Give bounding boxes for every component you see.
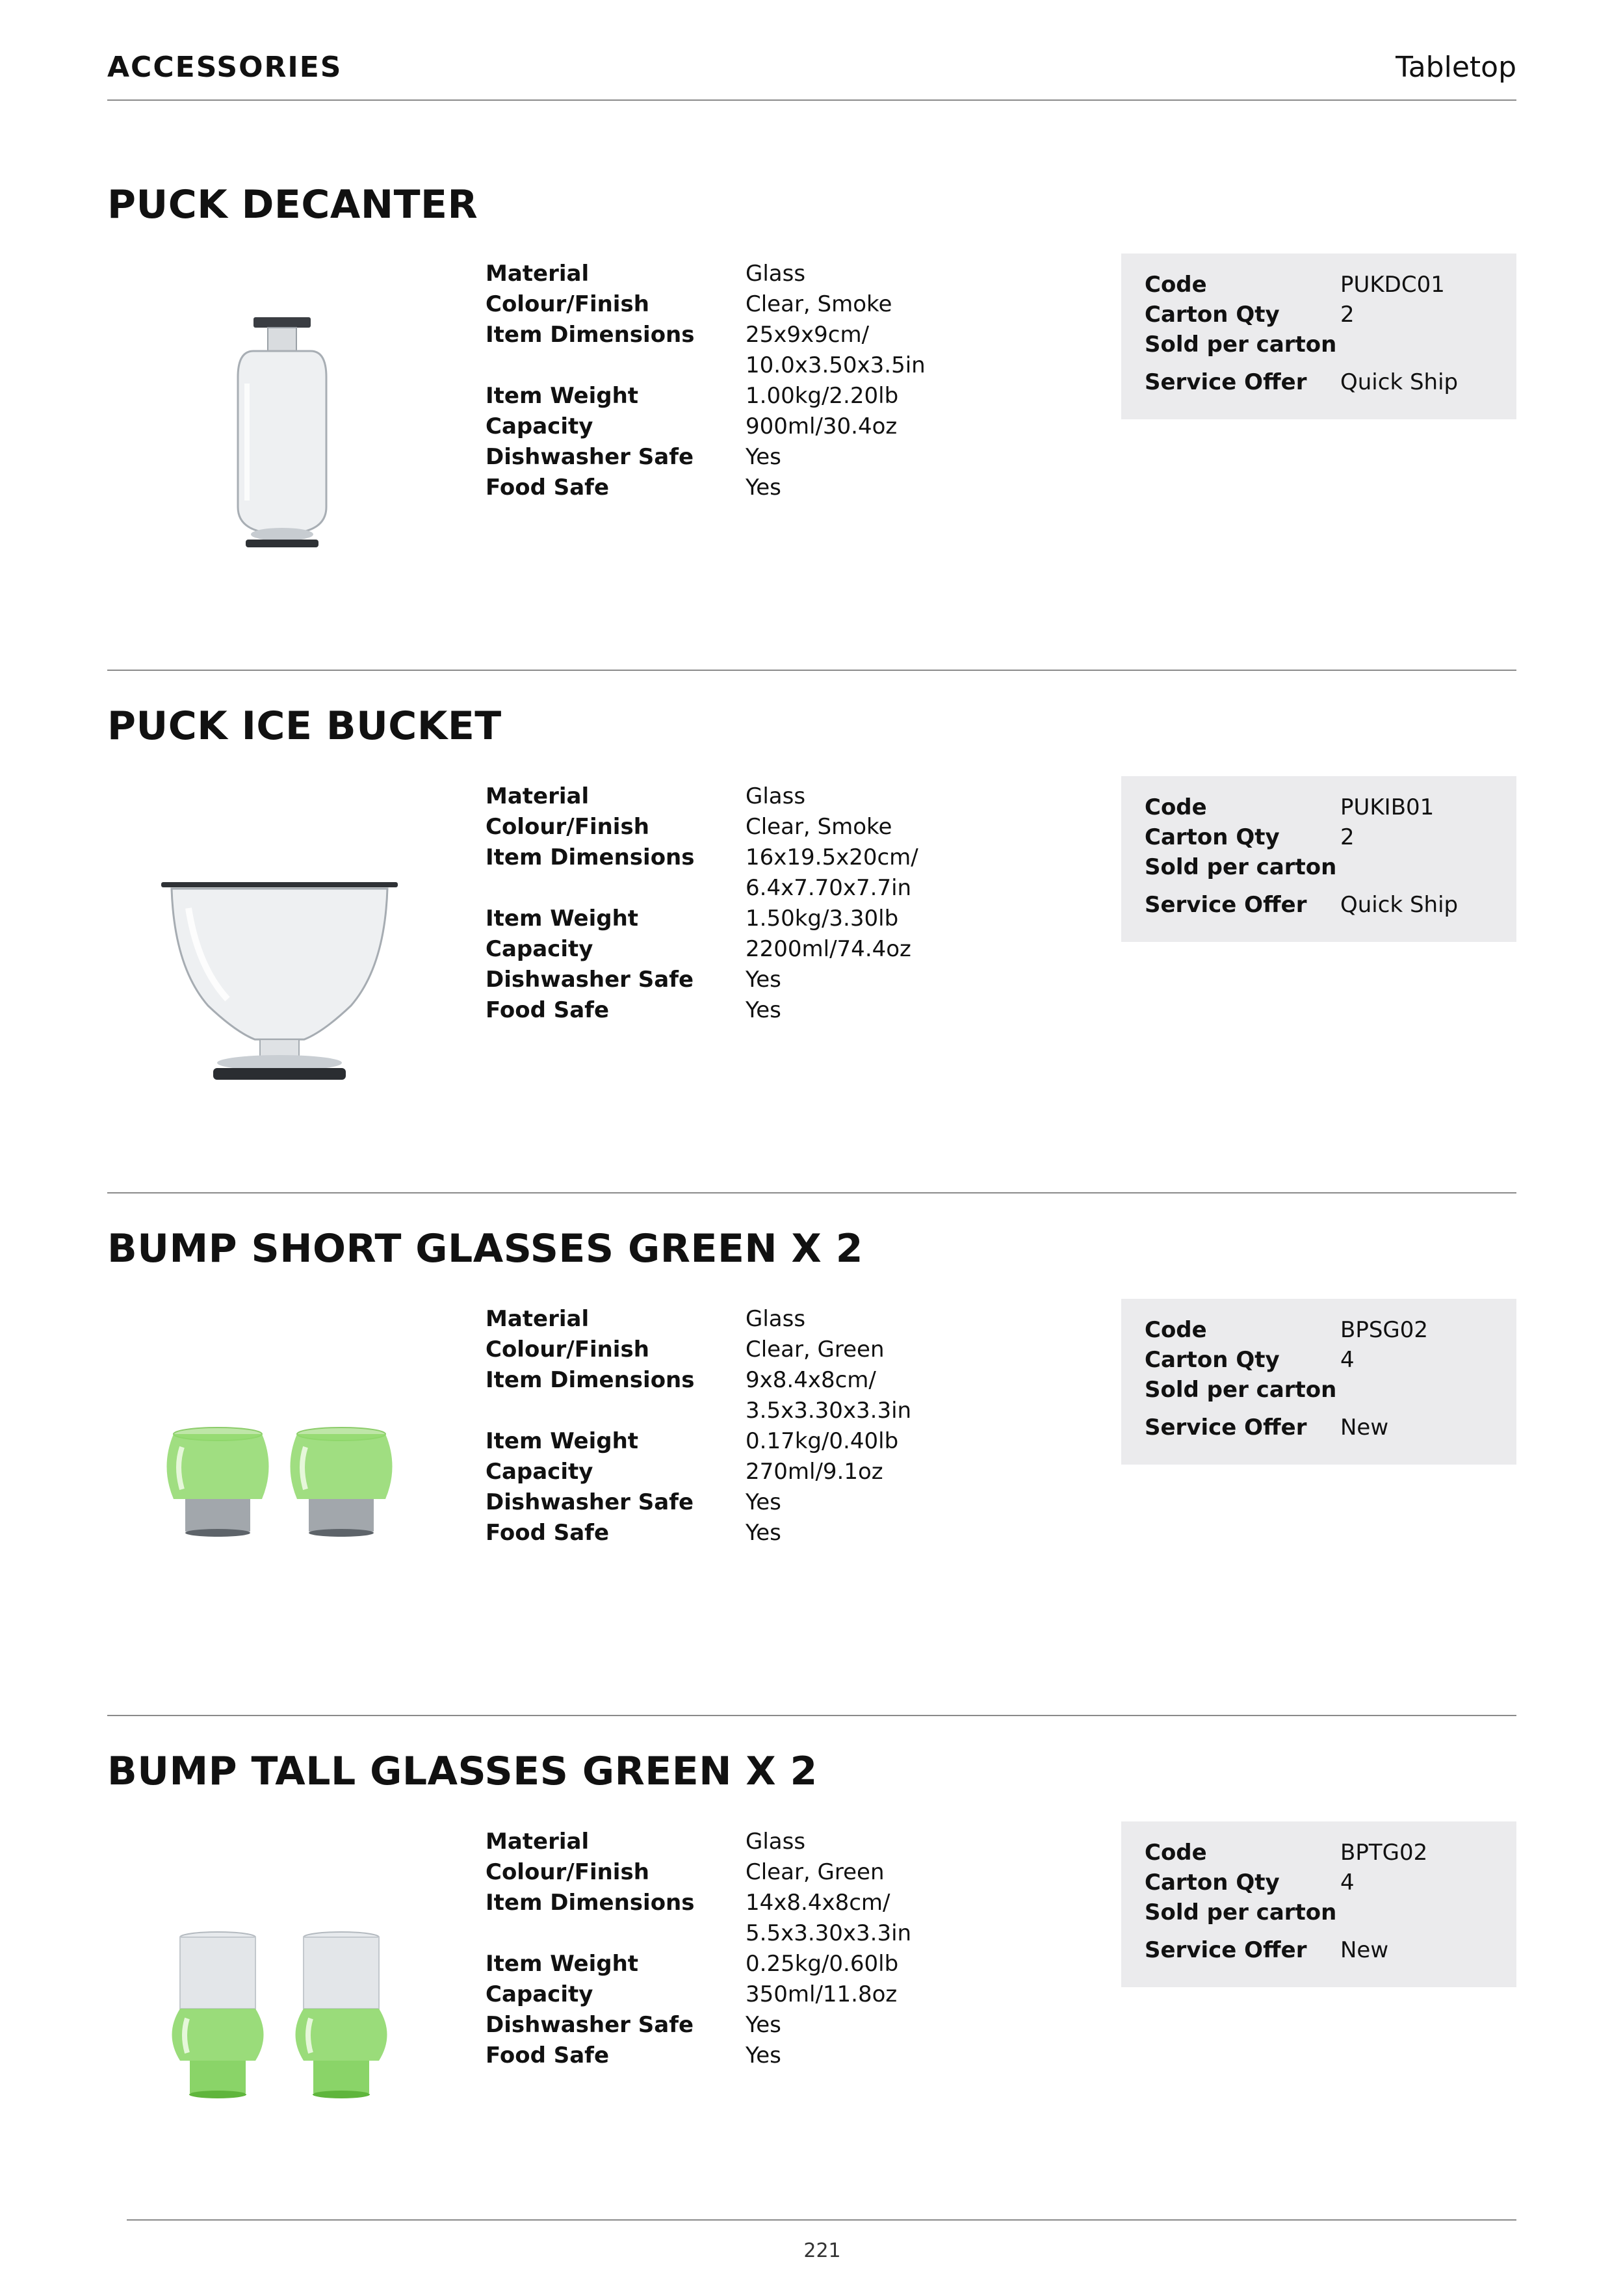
weight-label: Item Weight — [486, 1951, 639, 1977]
service-offer-value: Quick Ship — [1340, 892, 1459, 918]
dishwasher-value: Yes — [746, 444, 781, 470]
dimensions-value: 16x19.5x20cm/ 6.4x7.70x7.7in — [746, 844, 918, 901]
sold-per-carton-label: Sold per carton — [1145, 332, 1337, 358]
dimensions-label: Item Dimensions — [486, 1890, 695, 1916]
dishwasher-value: Yes — [746, 2012, 781, 2038]
page-header — [107, 51, 1516, 101]
service-offer-label: Service Offer — [1145, 892, 1307, 918]
capacity-label: Capacity — [486, 1459, 593, 1485]
service-offer-label: Service Offer — [1145, 1937, 1307, 1963]
dishwasher-value: Yes — [746, 967, 781, 993]
colour-label: Colour/Finish — [486, 814, 649, 840]
carton-qty-value: 4 — [1340, 1870, 1355, 1896]
colour-value: Clear, Green — [746, 1337, 885, 1363]
short-glasses-image — [156, 1421, 403, 1551]
weight-value: 1.00kg/2.20lb — [746, 383, 899, 409]
service-offer-label: Service Offer — [1145, 1415, 1307, 1441]
weight-value: 1.50kg/3.30lb — [746, 906, 899, 932]
service-offer-value: New — [1340, 1937, 1389, 1963]
code-label: Code — [1145, 1840, 1207, 1866]
material-value: Glass — [746, 1306, 806, 1332]
category-title: ACCESSORIES — [107, 51, 343, 84]
code-value: PUKIB01 — [1340, 794, 1435, 820]
sold-per-carton-label: Sold per carton — [1145, 854, 1337, 880]
dimensions-label: Item Dimensions — [486, 322, 695, 348]
dishwasher-label: Dishwasher Safe — [486, 1489, 694, 1515]
footer-divider — [127, 2219, 1516, 2221]
spec-list — [486, 1827, 941, 2071]
capacity-value: 350ml/11.8oz — [746, 1981, 898, 2007]
material-value: Glass — [746, 261, 806, 287]
product-title: PUCK ICE BUCKET — [107, 703, 502, 749]
colour-value: Clear, Green — [746, 1859, 885, 1885]
ordering-info-box — [1121, 1299, 1516, 1465]
product-title: PUCK DECANTER — [107, 182, 478, 228]
spec-list — [486, 781, 941, 1026]
material-value: Glass — [746, 783, 806, 809]
carton-qty-label: Carton Qty — [1145, 302, 1280, 328]
spec-list — [486, 1304, 941, 1548]
dimensions-label: Item Dimensions — [486, 1367, 695, 1393]
product-puck-ice-bucket — [107, 670, 1516, 1194]
ice-bucket-image — [156, 856, 403, 1097]
material-label: Material — [486, 1829, 590, 1855]
sold-per-carton-label: Sold per carton — [1145, 1899, 1337, 1925]
weight-label: Item Weight — [486, 383, 639, 409]
food-safe-value: Yes — [746, 997, 781, 1023]
capacity-value: 900ml/30.4oz — [746, 413, 898, 439]
colour-value: Clear, Smoke — [746, 814, 892, 840]
dimensions-value: 9x8.4x8cm/ 3.5x3.30x3.3in — [746, 1367, 912, 1424]
product-puck-decanter — [107, 163, 1516, 686]
code-value: BPTG02 — [1340, 1840, 1428, 1866]
capacity-label: Capacity — [486, 1981, 593, 2007]
capacity-label: Capacity — [486, 413, 593, 439]
material-label: Material — [486, 1306, 590, 1332]
weight-label: Item Weight — [486, 1428, 639, 1454]
carton-qty-value: 2 — [1340, 824, 1355, 850]
code-label: Code — [1145, 794, 1207, 820]
ordering-info-box — [1121, 254, 1516, 419]
dimensions-value: 25x9x9cm/ 10.0x3.50x3.5in — [746, 322, 926, 378]
food-safe-label: Food Safe — [486, 2042, 610, 2068]
material-value: Glass — [746, 1829, 806, 1855]
carton-qty-label: Carton Qty — [1145, 1347, 1280, 1373]
carton-qty-value: 4 — [1340, 1347, 1355, 1373]
spec-list — [486, 259, 941, 503]
weight-label: Item Weight — [486, 906, 639, 932]
product-bump-short-glasses — [107, 1192, 1516, 1717]
service-offer-value: Quick Ship — [1340, 369, 1459, 395]
colour-label: Colour/Finish — [486, 291, 649, 317]
colour-label: Colour/Finish — [486, 1337, 649, 1363]
dishwasher-value: Yes — [746, 1489, 781, 1515]
page-number: 221 — [803, 2239, 841, 2262]
code-label: Code — [1145, 272, 1207, 298]
food-safe-label: Food Safe — [486, 475, 610, 501]
food-safe-label: Food Safe — [486, 997, 610, 1023]
material-label: Material — [486, 261, 590, 287]
decanter-image — [156, 312, 403, 559]
capacity-value: 270ml/9.1oz — [746, 1459, 883, 1485]
colour-label: Colour/Finish — [486, 1859, 649, 1885]
dishwasher-label: Dishwasher Safe — [486, 967, 694, 993]
code-value: BPSG02 — [1340, 1317, 1429, 1343]
code-value: PUKDC01 — [1340, 272, 1445, 298]
dishwasher-label: Dishwasher Safe — [486, 444, 694, 470]
sold-per-carton-label: Sold per carton — [1145, 1377, 1337, 1403]
product-bump-tall-glasses — [107, 1715, 1516, 2239]
ordering-info-box — [1121, 776, 1516, 942]
service-offer-label: Service Offer — [1145, 369, 1307, 395]
section-title: Tabletop — [1396, 51, 1516, 84]
code-label: Code — [1145, 1317, 1207, 1343]
product-title: BUMP SHORT GLASSES GREEN X 2 — [107, 1226, 863, 1272]
weight-value: 0.17kg/0.40lb — [746, 1428, 899, 1454]
carton-qty-value: 2 — [1340, 302, 1355, 328]
capacity-label: Capacity — [486, 936, 593, 962]
food-safe-value: Yes — [746, 1520, 781, 1546]
ordering-info-box — [1121, 1821, 1516, 1987]
dishwasher-label: Dishwasher Safe — [486, 2012, 694, 2038]
dimensions-label: Item Dimensions — [486, 844, 695, 870]
food-safe-value: Yes — [746, 2042, 781, 2068]
carton-qty-label: Carton Qty — [1145, 1870, 1280, 1896]
food-safe-value: Yes — [746, 475, 781, 501]
capacity-value: 2200ml/74.4oz — [746, 936, 911, 962]
weight-value: 0.25kg/0.60lb — [746, 1951, 899, 1977]
dimensions-value: 14x8.4x8cm/ 5.5x3.30x3.3in — [746, 1890, 912, 1946]
carton-qty-label: Carton Qty — [1145, 824, 1280, 850]
product-title: BUMP TALL GLASSES GREEN X 2 — [107, 1749, 818, 1794]
food-safe-label: Food Safe — [486, 1520, 610, 1546]
service-offer-value: New — [1340, 1415, 1389, 1441]
material-label: Material — [486, 783, 590, 809]
tall-glasses-image — [156, 1931, 403, 2106]
colour-value: Clear, Smoke — [746, 291, 892, 317]
